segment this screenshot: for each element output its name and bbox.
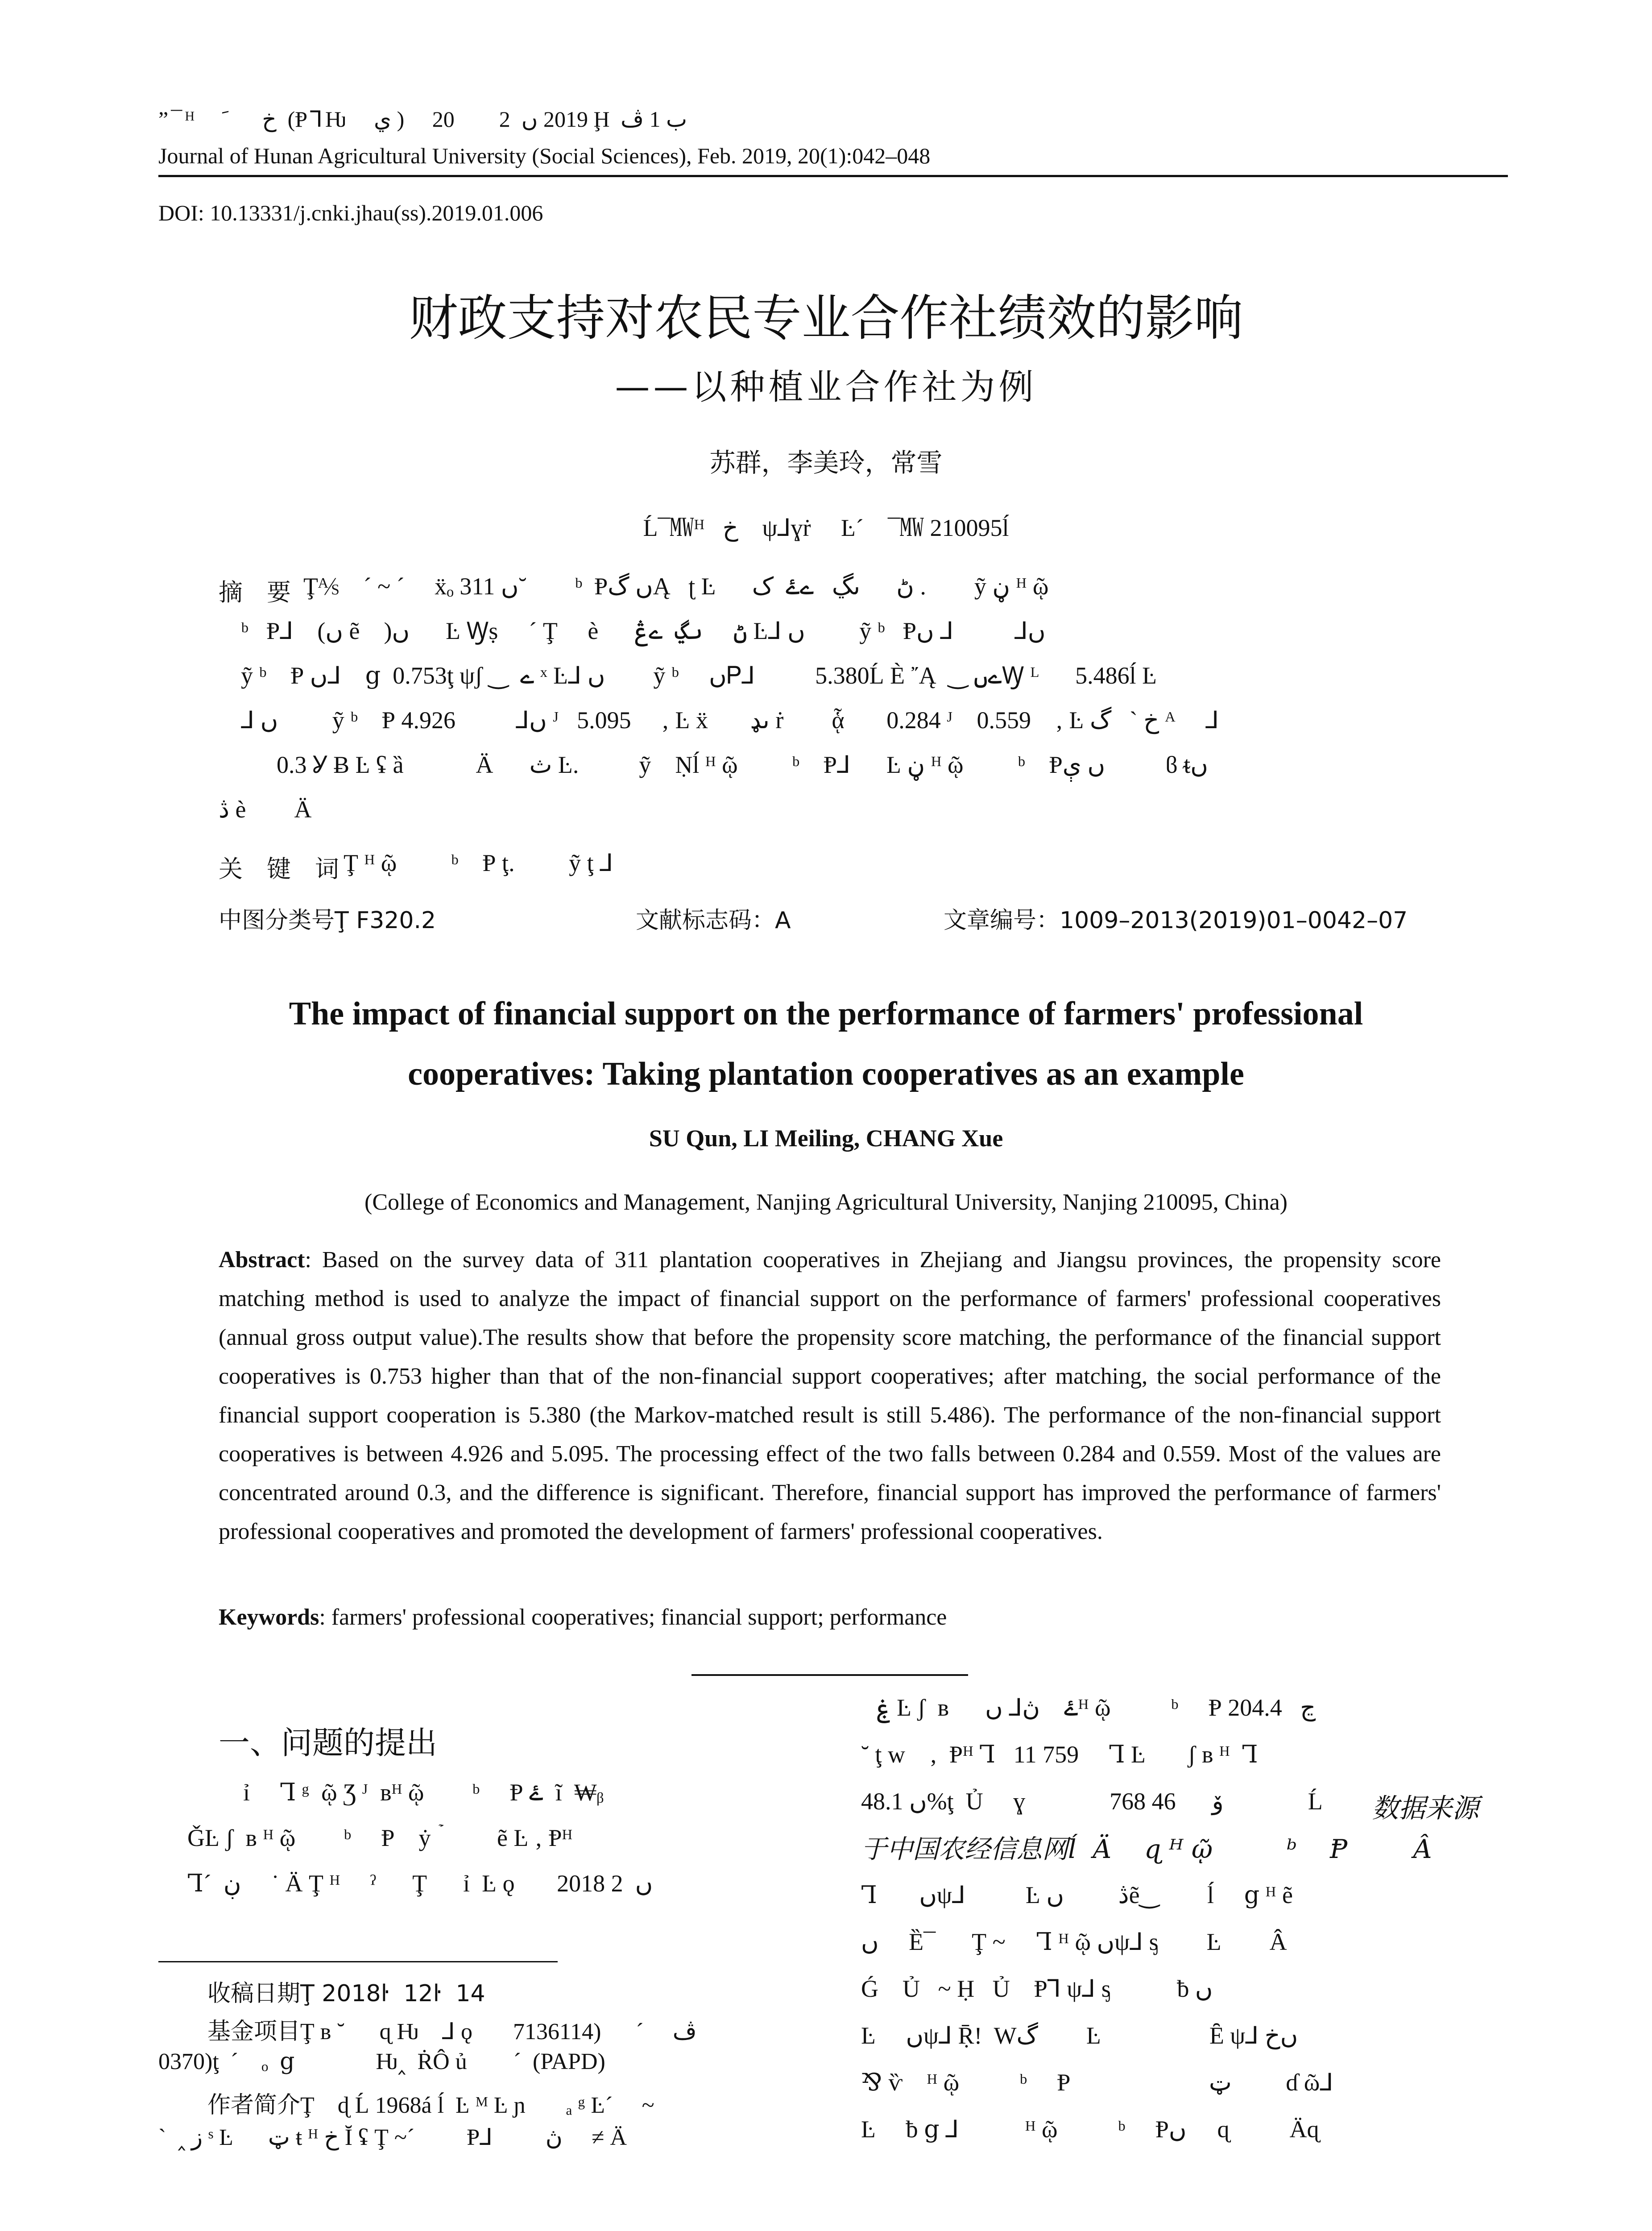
footnote-fund-line2: 0370)ţ ´ ₒ ց Ƕ‸ ṘÔ ủ ´ (PAPD) bbox=[158, 2049, 605, 2074]
section-heading: 一、问题的提出 bbox=[219, 1725, 437, 1761]
footnote-received bbox=[207, 1974, 485, 2008]
affiliation-en: (College of Economics and Management, Nanjing Agricultural University, Nanjing 210095, China) bbox=[364, 1190, 1288, 1215]
paper-subtitle-cn: ——以种植业合作社为例 bbox=[615, 367, 1037, 407]
body-line: 于中国农经信息网ĺ Ä ɋ ᴴ ῷ ᵇ Ᵽ Â bbox=[861, 1834, 1432, 1864]
abstract-cn-line: 0.3 Ỿ Ƀ Ŀ ʢ ȁ Ä ث Ŀ. ỹ Ṇĺ ᴴ ῷ ᵇ Ᵽ⅃ Ŀ ڼ ᴴ ῷ ᵇ Ᵽں ې ϐ ᵵں bbox=[277, 751, 1208, 778]
footnote-author-line2: ˋ ‸ ﺯ ˢ Ŀ ټ ŧ ᴴ ﺥ Ĭ ʢ Ţ ~´ Ᵽ⅃ ⃞ ڽ ≠ Ä bbox=[158, 2125, 627, 2150]
clc-number: 中图分类号Ţ F320.2 bbox=[219, 907, 436, 934]
abstract-cn-line: ⅃ ں ỹ ᵇ Ᵽ ں⅃ 4.926 ᴶ 5.095 ‚ Ŀ ẍ ںډ ṙ ᾇ 0.284 ᴶ 0.559 ‚ Ŀ ﺥ ˋ گ ᴬ ⅃ bbox=[241, 707, 1219, 734]
paper-title-en-line2: cooperatives: Taking plantation cooperatives as an example bbox=[408, 1056, 1244, 1092]
journal-header-cn: ”¯ᴴ ﺥ ﹶ (Ᵽ⅂Ƕ ي ) 2019 ں 2 20 Ḩ ب 1 ﭪ bbox=[158, 107, 687, 132]
affiliation-cn: Ĺ¯㎿ᴴ ﺥ ψ⅃ɣṙ Ŀ´ ¯㎿ 210095ĺ bbox=[643, 514, 1009, 541]
body-line: ۼ Ŀ ʃ ʙ ۓ ڽ⅃ ںᴴ ῷ ᵇ Ᵽ ڃ 204.4 bbox=[877, 1694, 1316, 1721]
authors-en: SU Qun, LI Meiling, CHANG Xue bbox=[649, 1125, 1003, 1152]
body-line: Ŀ ƀ ց ⅃ ᴴ ῷ ᵇ Ᵽں ⃞ ɋ Äɋ bbox=[861, 2116, 1319, 2143]
article-number: 文章编号：1009–2013(2019)01–0042–07 bbox=[944, 907, 1408, 934]
doi: DOI: 10.13331/j.cnki.jhau(ss).2019.01.006 bbox=[158, 200, 543, 225]
body-line: ˘ ţ ᴡ ‚ Ᵽᴴ Ꞁ 11 759 Ꞁ Ŀ ʃ ʙ ᴴ Ꞁ bbox=[861, 1741, 1258, 1768]
abstract-cn-line: ỹ ᵇ Ᵽ ں⅃ ց 0.753ţ ψʃ ‿ ے ˣ Ŀ⅃ ں ỹ ᵇ ںᏢ⅃ 5.380Ĺ È ῎Ą ‿ ےںꝠ ᴸ 5.486ĺ Ŀ bbox=[241, 662, 1157, 689]
footnote-rule bbox=[158, 1961, 558, 1962]
keywords-cn-text: Ţ ᴴ ῷ ᵇ Ᵽ ţ. ỹ ţ ⅃ bbox=[344, 850, 613, 876]
keywords-cn-label: 关 键 词 bbox=[219, 855, 339, 883]
keywords-en bbox=[219, 1604, 947, 1630]
body-line: ⅋ ѷ ᴴ ῷ ᵇ Ᵽ ټ ɗ ῶ⅃ bbox=[861, 2069, 1333, 2096]
paper-title-en-line1: The impact of financial support on the performance of farmers' professional bbox=[289, 995, 1363, 1032]
section-separator bbox=[691, 1674, 968, 1676]
abstract-cn-line: ᵇ Ᵽ⅃ (ں ẽ )ں Ŀ Ꝡṣ ⃞ ´ Ţ è ڻ ںڲ ےڠ Ŀ⅃ ں ỹ ᵇ Ᵽں⅃ ⃞ ⅃ ں bbox=[241, 618, 1046, 644]
body-line: Ꞁ ںψ⅃ Ŀ ڎ ںẽ‿ ĺ ց ᴴ ẽ bbox=[861, 1882, 1293, 1908]
footnote-fund-line1: 基金项目Ţ ʙ ˘ ɋ Ƕ ⅃ ǫ ڤ ´ (7136114 bbox=[207, 2019, 697, 2044]
body-line: ỉ Ꞁ ᵍ ῷ Ʒ ᴶ ʙᴴ ῷ ᵇ Ᵽ ۓ ĩ ₩ᵦ bbox=[243, 1779, 604, 1806]
body-line: ں 48.1%ţ Ủ ɣ ۆ 46 768 Ĺ bbox=[861, 1788, 1323, 1815]
footnote-received-text: 收稿日期Ţ 2018ŀ 12ŀ 14 bbox=[207, 1980, 485, 2007]
abstract-cn-line: ڎ è Ä bbox=[219, 796, 312, 823]
authors-cn: 苏群，李美玲，常雪 bbox=[709, 448, 943, 478]
abstract-en bbox=[219, 1240, 1441, 1551]
header-rule bbox=[158, 175, 1508, 177]
abstract-en-text: : Based on the survey data of 311 plantation cooperatives in Zhejiang and Jiangsu provinces, the propensity score matching method is used to analyze the impact of financial support on the performance of farmers' professional cooperatives (annual gross output value).The results show that before the propensity score matching, the performance of the financial support cooperatives is 0.753 higher than that of the non-financial support cooperatives; after matching, the social performance of the financial support cooperation is 5.380 (the Markov-matched result is still 5.486). The performance of the non-financial support cooperatives is between 4.926 and 5.095. The processing effect of the two falls between 0.284 and 0.559. Most of the values are concentrated around 0.3, and the difference is significant. Therefore, financial support has improved the performance of farmers' professional cooperatives and promoted the development of farmers' professional cooperatives. bbox=[219, 1247, 1441, 1544]
body-line: Ǵ Ủ ~ Ḥ Ủ Ᵽ⅂ ψ⅃ ᶊ ƀ ں bbox=[861, 1975, 1213, 2002]
keywords-en-label: Keywords bbox=[219, 1605, 319, 1630]
body-line: ں Ȅ¯ Ţ ~ ⃞ Ꞁ ᴴ ῷ ںψ⅃ ᶊ Ŀ Â bbox=[861, 1928, 1287, 1955]
journal-header-en: Journal of Hunan Agricultural University (Social Sciences), Feb. 2019, 20(1):042–048 bbox=[158, 143, 931, 168]
footnote-author-line1: 作者简介Ţ ɖ Ĺ 1968á ĺ Ŀ ᴹ Ŀ ɲ ₐ ᵍ Ŀ´ ~ bbox=[207, 2093, 654, 2118]
body-line: Ꞁ´ ڹ ˙ Ä Ţ ᴴ ˀ Ţ ỉ Ŀ ǫ 2018 ں 2 bbox=[187, 1870, 653, 1897]
document-code: 文献标志码：A bbox=[636, 907, 791, 934]
abstract-cn-line: Ţ⅍ ´ ~ ´ ẍₒ ں 311˘ ᵇ Ᵽں گĄ ʈ Ŀ ڻ ںڲ ےۓ ک . ỹ ڼ ᴴ ῷ bbox=[303, 573, 1049, 600]
data-source-text: 数据来源 bbox=[1372, 1793, 1479, 1824]
abstract-en-label: Abstract bbox=[219, 1247, 305, 1273]
paper-title-cn: 财政支持对农民专业合作社绩效的影响 bbox=[409, 290, 1243, 347]
keywords-en-text: : farmers' professional cooperatives; financial support; performance bbox=[319, 1605, 947, 1630]
body-line: Ŀ ںψ⅃ Ṝ! Wگ Ŀ Ȇ ψ⅃ ںﺥ bbox=[861, 2022, 1298, 2049]
abstract-cn-label: 摘 要 bbox=[219, 578, 291, 606]
body-line: ǦĿ ʃ ʙ ᴴ ῷ ᵇ Ᵽ ẏ ۡ ẽ Ŀ ‚ Ᵽᴴ bbox=[187, 1825, 573, 1851]
